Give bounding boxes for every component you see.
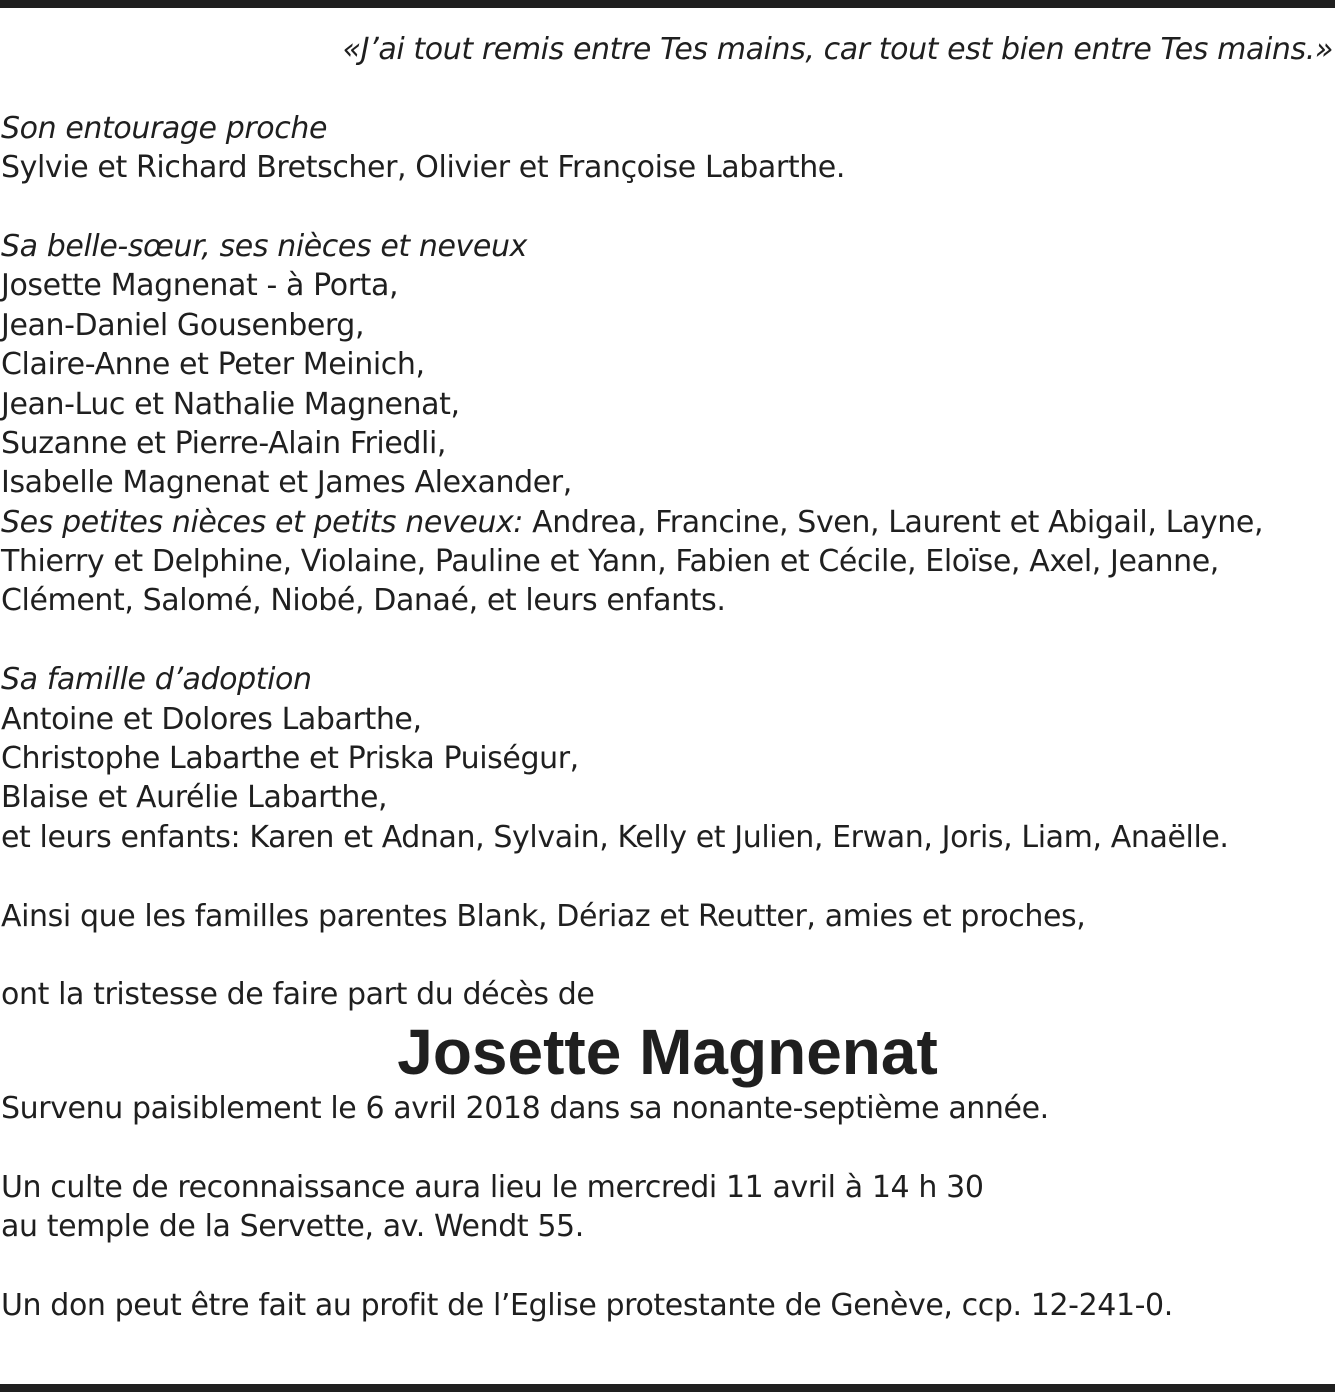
relative-line: Josette Magnenat - à Porta, <box>1 268 399 304</box>
grandchildren-names-2: Thierry et Delphine, Violaine, Pauline et Yann, Fabien et Cécile, Eloïse, Axel, Jeanne, <box>1 544 1219 580</box>
top-rule <box>0 0 1335 8</box>
deceased-name: Josette Magnenat <box>397 1015 938 1088</box>
entourage-names: Sylvie et Richard Bretscher, Olivier et Françoise Labarthe. <box>1 150 845 186</box>
bottom-rule <box>0 1384 1335 1392</box>
relative-line: Jean-Daniel Gousenberg, <box>1 307 365 343</box>
relative-line: Isabelle Magnenat et James Alexander, <box>1 465 572 501</box>
grandchildren-line <box>1 503 1334 542</box>
relative-line: Claire-Anne et Peter Meinich, <box>1 347 425 383</box>
belle-soeur-section <box>1 227 1334 621</box>
belle-soeur-heading: Sa belle-sœur, ses nièces et neveux <box>1 228 527 264</box>
adoption-line: Blaise et Aurélie Labarthe, <box>1 780 388 816</box>
relative-line: Suzanne et Pierre-Alain Friedli, <box>1 425 447 461</box>
donation-info: Un don peut être fait au profit de l’Eglise protestante de Genève, ccp. 12-241-0. <box>1 1287 1173 1323</box>
adoption-section <box>1 660 1334 857</box>
ceremony-section <box>1 1168 1334 1247</box>
entourage-section <box>1 109 1334 188</box>
adoption-line: Christophe Labarthe et Priska Puiségur, <box>1 741 579 777</box>
adoption-line: Antoine et Dolores Labarthe, <box>1 701 422 737</box>
ceremony-line-2: au temple de la Servette, av. Wendt 55. <box>1 1208 584 1244</box>
death-notice <box>1 30 1334 1325</box>
announcement-text: ont la tristesse de faire part du décès de <box>1 977 595 1013</box>
grandchildren-names-1: Andrea, Francine, Sven, Laurent et Abigail, Layne, <box>523 504 1264 540</box>
relative-line: Jean-Luc et Nathalie Magnenat, <box>1 386 460 422</box>
death-info: Survenu paisiblement le 6 avril 2018 dans sa nonante-septième année. <box>1 1090 1049 1126</box>
grandchildren-label: Ses petites nièces et petits neveux: <box>1 504 524 540</box>
epigraph-quote: «J’ai tout remis entre Tes mains, car tout est bien entre Tes mains.» <box>342 32 1333 67</box>
ceremony-line-1: Un culte de reconnaissance aura lieu le mercredi 11 avril à 14 h 30 <box>1 1169 984 1205</box>
other-families: Ainsi que les familles parentes Blank, Dériaz et Reutter, amies et proches, <box>1 898 1086 934</box>
adoption-heading: Sa famille d’adoption <box>1 662 312 698</box>
entourage-heading: Son entourage proche <box>1 110 327 146</box>
grandchildren-names-3: Clément, Salomé, Niobé, Danaé, et leurs enfants. <box>1 583 726 619</box>
adoption-line: et leurs enfants: Karen et Adnan, Sylvain, Kelly et Julien, Erwan, Joris, Liam, Anaëlle. <box>1 819 1229 855</box>
